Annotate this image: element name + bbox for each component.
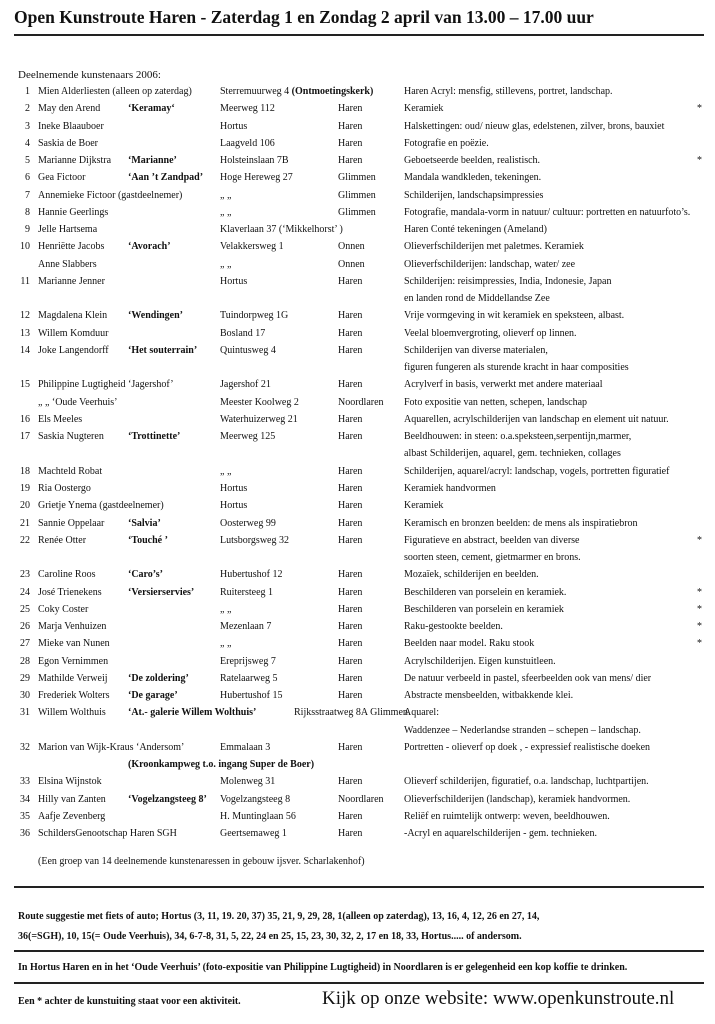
place: Haren [338,603,363,615]
address: Meerweg 125 [220,431,276,443]
description: De natuur verbeeld in pastel, sfeerbeelden ook van mens/ dier [404,672,652,684]
artist-row [0,498,715,515]
place: Haren [338,103,363,115]
artist-name: Marja Venhuizen [38,621,107,633]
artist-name: Gea Fictoor [38,172,86,184]
address: Geertsemaweg 1 [220,828,287,840]
description: Beelden naar model. Raku stook [404,638,535,650]
address: Hortus [220,500,248,512]
artist-name: Mathilde Verweij [38,672,108,684]
place: Haren [338,344,363,356]
artist-name: Caroline Roos [38,569,96,581]
artist-row [0,757,715,774]
website-link[interactable]: Kijk op onze website: www.openkunstroute.nl [322,988,675,1009]
artist-name: „ „ ‘Oude Veerhuis’ [38,396,118,408]
artist-row [0,377,715,394]
row-number: 13 [20,327,30,339]
row-number: 27 [20,638,30,650]
address: Oosterweg 99 [220,517,276,529]
row-number: 10 [20,241,30,253]
group-note: (Een groep van 14 deelnemende kunstenaressen in gebouw ijsver. Scharlakenhof) [38,856,365,867]
place: Haren [338,155,363,167]
artist-row [0,343,715,360]
address: Jagershof 21 [220,379,271,391]
row-number: 34 [20,793,30,805]
studio-name: ‘Het souterrain’ [128,344,198,356]
row-number: 26 [20,621,30,633]
description: Vrije vormgeving in wit keramiek en speksteen, albast. [404,310,625,322]
place: Glimmen [338,189,376,201]
description: Keramisch en bronzen beelden: de mens als inspiratiebron [404,517,638,529]
artist-row [0,291,715,308]
studio-name: ‘Vogelzangsteeg 8’ [128,793,207,805]
place: Onnen [338,241,365,253]
description: Abstracte mensbeelden, witbakkende klei. [404,690,574,702]
row-number: 11 [20,275,30,287]
artist-row [0,585,715,602]
artist-row [0,481,715,498]
address: „ „ [220,638,232,650]
row-number: 24 [20,586,30,598]
artist-row [0,740,715,757]
place: Haren [338,500,363,512]
address: „ „ [220,465,232,477]
title-divider [14,34,704,36]
description: Waddenzee – Nederlandse stranden – schepen – landschap. [404,724,641,736]
place: Haren [338,413,363,425]
description: Geboetseerde beelden, realistisch. [404,155,541,167]
artist-name: Hannie Geerlings [38,206,109,218]
address: Bosland 17 [220,327,266,339]
row-number: 30 [20,690,30,702]
artist-row [0,567,715,584]
studio-name: ‘At.- galerie Willem Wolthuis’ [128,707,257,719]
description: en landen rond de Middellandse Zee [404,293,550,305]
artist-name: May den Arend [38,103,101,115]
artist-row [0,602,715,619]
description: Portretten - olieverf op doek , - expressief realistische doeken [404,741,651,753]
address: Ratelaarweg 5 [220,672,278,684]
address: Sterremuurweg 4 (Ontmoetingskerk) [220,86,374,97]
studio-name: ‘Wendingen’ [128,310,184,322]
artist-row [0,826,715,843]
row-number: 19 [20,482,30,494]
studio-name: ‘De zoldering’ [128,672,189,684]
description: Veelal bloemvergroting, olieverf op linnen. [404,327,577,339]
address: Klaverlaan 37 (‘Mikkelhorst’ ) [220,224,343,236]
description: Olieverfschilderijen (landschap), keramiek handvormen. [404,793,631,805]
row-number: 3 [25,120,30,132]
place: Noordlaren [338,793,384,805]
description: Halskettingen: oud/ nieuw glas, edelstenen, zilver, brons, bauxiet [404,120,665,132]
description: Figuratieve en abstract, beelden van diverse [404,534,580,546]
address: Ereprijsweg 7 [220,655,276,667]
address: „ „ [220,206,232,218]
address: Meerweg 112 [220,103,275,115]
row-number: 18 [20,465,30,477]
place: Haren [338,310,363,322]
address: Rijksstraatweg 8A Glimmen [294,707,408,719]
description: Keramiek handvormen [404,482,496,494]
footer-divider [14,982,704,984]
description: Olieverf schilderijen, figuratief, o.a. landschap, luchtpartijen. [404,776,649,788]
address: Hortus [220,120,248,132]
intro-label: Deelnemende kunstenaars 2006: [18,69,161,81]
row-number: 32 [20,741,30,753]
artist-row [0,360,715,377]
route-divider-top [14,886,704,888]
description: Aquarellen, acrylschilderijen van landschap en element uit natuur. [404,413,669,425]
artist-name: Henriëtte Jacobs [38,241,105,253]
place: Haren [338,327,363,339]
artist-row [0,84,715,101]
place: Haren [338,482,363,494]
description: Foto expositie van netten, schepen, landschap [404,396,588,408]
artist-row [0,654,715,671]
row-number: 7 [25,189,30,201]
artist-row [0,222,715,239]
artist-row [0,326,715,343]
description: Olieverfschilderijen met paletmes. Keramiek [404,241,584,253]
address: Hoge Hereweg 27 [220,172,293,184]
address: „ „ [220,189,232,201]
address: Hortus [220,482,248,494]
artist-row [0,239,715,256]
artist-row [0,516,715,533]
studio-name: ‘Marianne’ [128,155,177,167]
artist-name: Ineke Blaauboer [38,120,104,132]
description: Reliëf en ruimtelijk ontwerp: weven, beeldhouwen. [404,810,610,822]
artist-name: Egon Vernimmen [38,655,109,667]
place: Haren [338,137,363,149]
artist-name: Saskia Nugteren [38,431,104,443]
row-number: 5 [25,155,30,167]
address: Hubertushof 15 [220,690,283,702]
studio-name: ‘Caro’s’ [128,569,163,581]
row-number: 4 [25,137,30,149]
artist-row [0,705,715,722]
address: Waterhuizerweg 21 [220,413,298,425]
address: Tuindorpweg 1G [220,310,289,322]
artist-name: Marianne Jenner [38,275,105,287]
activity-star: * [697,621,702,633]
artist-name: Ria Oostergo [38,482,91,494]
row-number: 1 [25,86,30,97]
studio-name: ‘Versierservies’ [128,586,195,598]
address: Lutsborgsweg 32 [220,534,289,546]
route-divider-bottom [14,950,704,952]
studio-name: ‘Keramay‘ [128,103,175,115]
artist-row [0,119,715,136]
artist-row [0,101,715,118]
row-number: 23 [20,569,30,581]
description: Schilderijen, landschapsimpressies [404,189,544,201]
place: Haren [338,741,363,753]
coffee-note: In Hortus Haren en in het ‘Oude Veerhuis’ (foto-expositie van Philippine Lugtigheid) in Noordlaren is er gelegenheid een kop koffie te drinken. [18,962,628,973]
route-suggestion [18,907,708,947]
artist-name: Machteld Robat [38,465,103,477]
description: soorten steen, cement, gietmarmer en brons. [404,552,581,564]
artist-row [0,446,715,463]
artist-row [0,636,715,653]
description: Raku-gestookte beelden. [404,621,503,633]
row-number: 29 [20,672,30,684]
artist-name: Aafje Zevenberg [38,810,106,822]
studio-name: ‘De garage’ [128,690,178,702]
address-note: (Ontmoetingskerk) [291,86,374,97]
row-number: 2 [25,103,30,115]
description: Keramiek [404,103,444,115]
description: Haren Conté tekeningen (Ameland) [404,224,548,236]
description: Mandala wandkleden, tekeningen. [404,172,542,184]
artist-name: Hilly van Zanten [38,793,106,805]
artist-name: Joke Langendorff [38,344,109,356]
description: Schilderijen van diverse materialen, [404,344,548,356]
row-number: 28 [20,655,30,667]
place: Haren [338,379,363,391]
row-number: 22 [20,534,30,546]
description: Acrylschilderijen. Eigen kunstuitleen. [404,655,556,667]
description: Beschilderen van porselein en keramiek. [404,586,567,598]
artist-row [0,671,715,688]
activity-star: * [697,638,702,650]
row-number: 15 [20,379,30,391]
place: Haren [338,569,363,581]
studio-name: ‘Touché ’ [128,534,168,546]
artist-name: Willem Wolthuis [38,707,106,719]
artist-name: Anne Slabbers [38,258,97,270]
artist-name: Annemieke Fictoor (gastdeelnemer) [38,189,183,201]
place: Haren [338,517,363,529]
row-number: 25 [20,603,30,615]
artist-name: José Trienekens [38,586,102,598]
row-number: 16 [20,413,30,425]
address: Vogelzangsteeg 8 [220,793,291,805]
artist-name: Renée Otter [38,534,87,546]
description: Beschilderen van porselein en keramiek [404,603,564,615]
activity-star: * [697,103,702,115]
artist-row [0,688,715,705]
address: „ „ [220,603,232,615]
activity-star: * [697,534,702,546]
place: Noordlaren [338,396,384,408]
description: Olieverfschilderijen: landschap, water/ zee [404,258,576,270]
artist-name: Saskia de Boer [38,137,98,149]
artist-row [0,395,715,412]
artist-name: Willem Komduur [38,327,109,339]
artist-row [0,619,715,636]
description: figuren fungeren als sturende kracht in haar composities [404,362,629,374]
row-number: 31 [20,707,30,719]
row-number: 20 [20,500,30,512]
address: Emmalaan 3 [220,741,271,753]
address: Holsteinslaan 7B [220,155,289,167]
row-number: 12 [20,310,30,322]
activity-star: * [697,155,702,167]
address: Laagveld 106 [220,137,275,149]
address: Quintusweg 4 [220,344,276,356]
route-line-1: Route suggestie met fiets of auto; Hortus (3, 11, 19. 20, 37) 35, 21, 9, 29, 28, 1(alleen op zaterdag), 13, 16, 4, 12, 26 en 27, 14, [18,911,540,922]
artist-row [0,308,715,325]
row-number: 33 [20,776,30,788]
row-number: 9 [25,224,30,236]
artist-row [0,188,715,205]
artist-name: Jelle Hartsema [38,224,98,236]
artist-row [0,429,715,446]
address: Mezenlaan 7 [220,621,272,633]
artist-name: Marion van Wijk-Kraus ‘Andersom’ [38,741,185,753]
artist-row [0,205,715,222]
address: H. Muntinglaan 56 [220,810,296,822]
address: Molenweg 31 [220,776,276,788]
page-title: Open Kunstroute Haren - Zaterdag 1 en Zondag 2 april van 13.00 – 17.00 uur [14,7,594,27]
artist-row [0,809,715,826]
place: Haren [338,465,363,477]
row-number: 17 [20,431,30,443]
place: Haren [338,275,363,287]
place: Haren [338,810,363,822]
description: Fotografie en poëzie. [404,137,489,149]
description: Schilderijen: reisimpressies, India, Indonesie, Japan [404,275,612,287]
artist-row [0,136,715,153]
artist-name: Coky Coster [38,603,89,615]
artist-name: Mieke van Nunen [38,638,110,650]
artist-name: Grietje Ynema (gastdeelnemer) [38,500,164,512]
artist-name: Sannie Oppelaar [38,517,105,529]
studio-name: ‘Aan ’t Zandpad’ [128,172,204,184]
place: Haren [338,431,363,443]
studio-name: (Kroonkampweg t.o. ingang Super de Boer) [128,759,315,771]
description: -Acryl en aquarelschilderijen - gem. technieken. [404,828,597,840]
artist-row [0,723,715,740]
place: Haren [338,120,363,132]
artist-row [0,792,715,809]
artist-name: Magdalena Klein [38,310,108,322]
artist-name: Elsina Wijnstok [38,776,102,788]
address: Meester Koolweg 2 [220,396,299,408]
address: Ruitersteeg 1 [220,586,274,598]
address: Velakkersweg 1 [220,241,284,253]
description: Mozaïek, schilderijen en beelden. [404,569,539,581]
artist-name: Frederiek Wolters [38,690,110,702]
row-number: 6 [25,172,30,184]
row-number: 21 [20,517,30,529]
place: Haren [338,621,363,633]
artist-name: Els Meeles [38,413,83,425]
place: Haren [338,586,363,598]
place: Haren [338,690,363,702]
place: Haren [338,828,363,840]
description: Fotografie, mandala-vorm in natuur/ cultuur: portretten en natuurfoto’s. [404,206,691,218]
place: Haren [338,655,363,667]
activity-legend: Een * achter de kunstuiting staat voor een aktiviteit. [18,996,241,1007]
artist-row [0,774,715,791]
studio-name: ‘Salvia’ [128,517,161,529]
artist-row [0,274,715,291]
artist-row [0,257,715,274]
place: Onnen [338,258,365,270]
artist-row [0,550,715,567]
route-line-2: 36(=SGH), 10, 15(= Oude Veerhuis), 34, 6-7-8, 31, 5, 22, 24 en 25, 15, 23, 30, 32, 2, 17 en 18, 33, Hortus..... of andersom. [18,931,522,942]
description: Schilderijen, aquarel/acryl: landschap, vogels, portretten figuratief [404,465,670,477]
place: Haren [338,534,363,546]
artist-row [0,153,715,170]
description: Acrylverf in basis, verwerkt met andere materiaal [404,379,603,391]
artist-row [0,533,715,550]
description: Aquarel: [404,707,439,719]
description: Haren Acryl: mensfig, stillevens, portret, landschap. [404,86,613,97]
place: Glimmen [338,172,376,184]
studio-name: ‘Avorach’ [128,241,171,253]
description: Beeldhouwen: in steen: o.a.speksteen,serpentijn,marmer, [404,431,632,443]
description: albast Schilderijen, aquarel, gem. technieken, collages [404,448,621,460]
artist-name: Philippine Lugtigheid ‘Jagershof’ [38,379,174,391]
address: Hubertushof 12 [220,569,283,581]
artist-row [0,170,715,187]
place: Haren [338,776,363,788]
row-number: 35 [20,810,30,822]
place: Haren [338,638,363,650]
artist-row [0,412,715,429]
place: Haren [338,672,363,684]
artist-name: Mien Alderliesten (alleen op zaterdag) [38,86,192,97]
artist-row [0,464,715,481]
activity-star: * [697,603,702,615]
row-number: 8 [25,206,30,218]
row-number: 36 [20,828,30,840]
studio-name: ‘Trottinette’ [128,431,181,443]
activity-star: * [697,586,702,598]
address: Hortus [220,275,248,287]
address: „ „ [220,258,232,270]
place: Glimmen [338,206,376,218]
artist-name: Marianne Dijkstra [38,155,112,167]
description: Keramiek [404,500,444,512]
row-number: 14 [20,344,30,356]
artist-name: SchildersGenootschap Haren SGH [38,828,177,840]
